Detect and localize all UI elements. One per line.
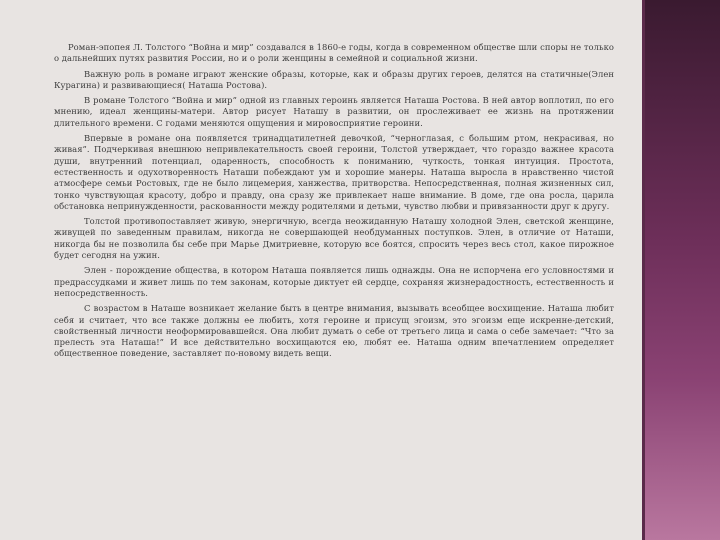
paragraph-natasha-egoism: С возрастом в Наташе возникает желание быть в центре внимания, вызывать всеобщее восхищение. Наташа любит себя и считает, что все также должны ее любить, хотя героине и присущ эгоизм, это эгоизм еще искренне-детский, свойственный личности неоформировавшейся. Она любит думать о себе от третьего лица и сама о себе замечает: “Что за прелесть эта Наташа!” И все действительно восхищаются ею, любят ее. Наташа одним впечатлением определяет общественное поведение, заставляет по-новому видеть вещи. [54, 303, 614, 359]
paragraph-natasha-ideal: В романе Толстого “Война и мир” одной из главных героинь является Наташа Ростова. В ней автор воплотил, по его мнению, идеал женщины-матери. Автор рисует Наташу в развитии, он прослеживает ее жизнь на протяжении длительного времени. С годами меняются ощущения и мировосприятие героини. [54, 95, 614, 128]
text-body [54, 42, 614, 364]
paragraph-helen-society: Элен - порождение общества, в котором Наташа появляется лишь однажды. Она не испорчена его условностями и предрассудками и живет лишь по тем законам, которые диктует ей сердце, сохраняя жизнерадостность, естественность и непосредственность. [54, 265, 614, 298]
decorative-sidebar [642, 0, 720, 540]
paragraph-intro: Роман-эпопея Л. Толстого “Война и мир” создавался в 1860-е годы, когда в современном обществе шли споры не только о дальнейших путях развития России, но и о роли женщины в семейной и социальной жизни. [54, 42, 614, 64]
paragraph-natasha-vs-helen: Толстой противопоставляет живую, энергичную, всегда неожиданную Наташу холодной Элен, светской женщине, живущей по заведенным правилам, никогда не совершающей необдуманных поступков. Элен, в отличие от Наташи, никогда бы не позволила бы себе при Марье Дмитриевне, которую все боятся, спросить через весь стол, какое пирожное будет сегодня на ужин. [54, 216, 614, 261]
paragraph-female-images: Важную роль в романе играют женские образы, которые, как и образы других героев, делятся на статичные(Элен Курагина) и развивающиеся( Наташа Ростова). [54, 68, 614, 90]
sidebar-edge [642, 0, 645, 540]
paragraph-first-appearance: Впервые в романе она появляется тринадцатилетней девочкой, “черноглазая, с большим ртом, некрасивая, но живая”. Подчеркивая внешнюю непривлекательность своей героини, Толстой утверждает, что гораздо важнее красота души, внутренний потенциал, одаренность, способность к пониманию, чуткость, тонкая интуиция. Простота, естественность и одухотворенность Наташи побеждают ум и хорошие манеры. Наташа выросла в нравственно чистой атмосфере семьи Ростовых, где не было лицемерия, ханжества, притворства. Непосредственная, полная жизненных сил, тонко чувствующая красоту, добро и правду, она сразу же привлекает наше внимание. В доме, где она росла, царила обстановка непринужденности, раскованности между родителями и детьми, чувство любви и привязанности друг к другу. [54, 133, 614, 211]
